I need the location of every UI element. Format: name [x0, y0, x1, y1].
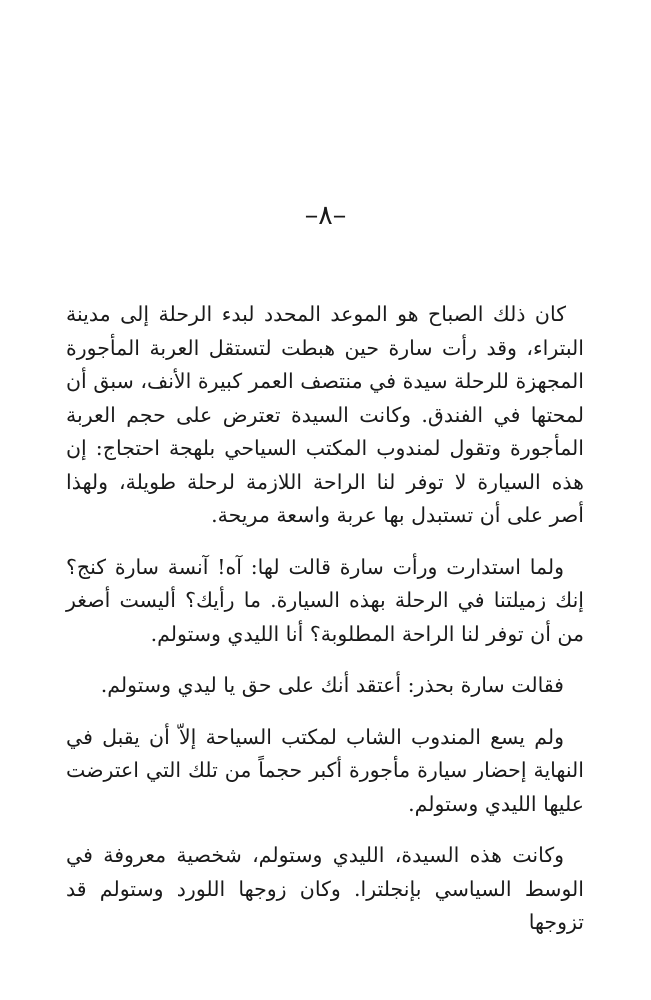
chapter-number: –٨– [304, 200, 347, 231]
chapter-body [66, 298, 584, 958]
paragraph-1: كان ذلك الصباح هو الموعد المحدد لبدء الرحلة إلى مدينة البتراء، وقد رأت سارة حين هبطت لتستقل العربة المأجورة المجهزة للرحلة سيدة في منتصف العمر كبيرة الأنف، سبق أن لمحتها في الفندق. وكانت السيدة تعترض على حجم العربة المأجورة وتقول لمندوب المكتب السياحي بلهجة احتجاج: إن هذه السيارة لا توفر لنا الراحة اللازمة لرحلة طويلة، ولهذا أصر على أن تستبدل بها عربة واسعة مريحة. [66, 302, 584, 527]
paragraph-2: ولما استدارت ورأت سارة قالت لها: آه! آنسة سارة كنج؟ إنك زميلتنا في الرحلة بهذه السيارة. ما رأيك؟ أليست أصغر من أن توفر لنا الراحة المطلوبة؟ أنا الليدي وستولم. [66, 554, 584, 646]
paragraph-4: ولم يسع المندوب الشاب لمكتب السياحة إلاّ أن يقبل في النهاية إحضار سيارة مأجورة أكبر حجماً من تلك التي اعترضت عليها الليدي وستولم. [66, 724, 584, 816]
paragraph-3: فقالت سارة بحذر: أعتقد أنك على حق يا ليدي وستولم. [100, 673, 564, 697]
paragraph-5: وكانت هذه السيدة، الليدي وستولم، شخصية معروفة في الوسط السياسي بإنجلترا. وكان زوجها اللورد وستولم قد تزوجها [66, 843, 584, 934]
